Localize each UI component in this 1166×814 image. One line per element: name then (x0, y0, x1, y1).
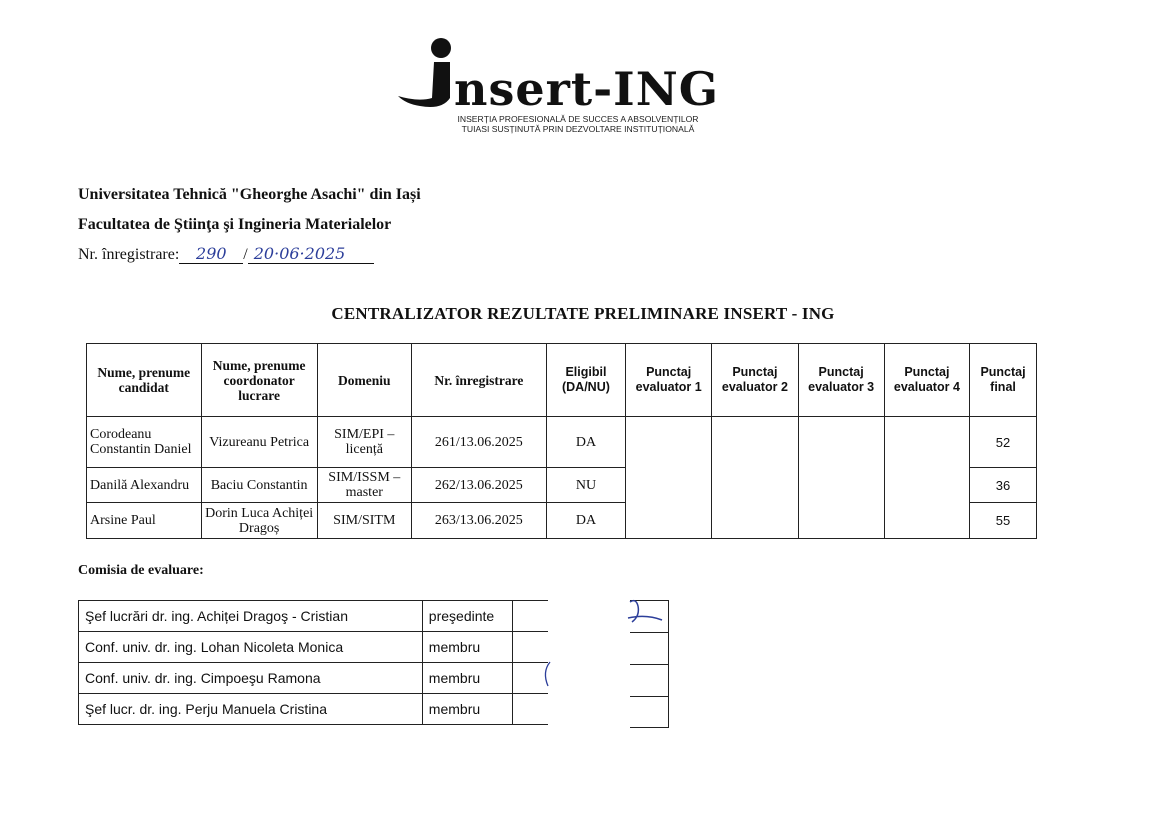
column-header: Punctaj evaluator 3 (798, 344, 884, 417)
domain-cell: SIM/EPI – licență (317, 417, 411, 468)
signature-slot (630, 665, 668, 697)
evaluator-4-cell (884, 468, 969, 503)
member-name: Conf. univ. dr. ing. Cimpoeşu Ramona (79, 663, 423, 694)
signature-mark-icon (540, 660, 554, 690)
evaluator-1-cell (626, 503, 712, 539)
registration-separator: / (243, 246, 248, 263)
member-role: preşedinte (422, 601, 512, 632)
evaluator-3-cell (798, 503, 884, 539)
evaluator-4-cell (884, 417, 969, 468)
commission-row (79, 601, 549, 632)
final-score-cell: 52 (970, 417, 1037, 468)
member-name: Şef lucr. dr. ing. Perju Manuela Cristina (79, 694, 423, 725)
commission-row (79, 694, 549, 725)
results-table (86, 343, 1037, 539)
final-score-cell: 36 (970, 468, 1037, 503)
registration-cell: 261/13.06.2025 (411, 417, 546, 468)
signature-slot (630, 633, 668, 665)
member-role: membru (422, 632, 512, 663)
candidate-cell: Danilă Alexandru (87, 468, 202, 503)
evaluator-2-cell (712, 503, 798, 539)
member-name: Şef lucrări dr. ing. Achiței Dragoş - Cristian (79, 601, 423, 632)
logo-wordmark: nsert-ING (454, 62, 720, 116)
logo-tagline-line-2: TUIASI SUSȚINUTĂ PRIN DEZVOLTARE INSTITUȚIONALĂ (461, 124, 695, 134)
coordinator-cell: Baciu Constantin (201, 468, 317, 503)
registration-label: Nr. înregistrare: (78, 246, 180, 263)
logo-tagline (398, 114, 758, 134)
member-role: membru (422, 663, 512, 694)
table-row (87, 417, 1037, 468)
eligible-cell: DA (546, 417, 625, 468)
document-title: CENTRALIZATOR REZULTATE PRELIMINARE INSERT - ING (331, 304, 835, 323)
column-header: Punctaj evaluator 1 (626, 344, 712, 417)
final-score-cell: 55 (970, 503, 1037, 539)
evaluator-2-cell (712, 417, 798, 468)
signature-cell (512, 694, 548, 725)
evaluator-3-cell (798, 417, 884, 468)
signature-cell (512, 601, 548, 632)
column-header: Punctaj final (970, 344, 1037, 417)
evaluator-1-cell (626, 417, 712, 468)
eligible-cell: DA (546, 503, 625, 539)
registration-cell: 263/13.06.2025 (411, 503, 546, 539)
coordinator-cell: Vizureanu Petrica (201, 417, 317, 468)
commission-row (79, 632, 549, 663)
evaluator-4-cell (884, 503, 969, 539)
column-header: Punctaj evaluator 2 (712, 344, 798, 417)
insert-ing-logo (398, 36, 758, 140)
evaluator-1-cell (626, 468, 712, 503)
table-row (87, 503, 1037, 539)
evaluator-2-cell (712, 468, 798, 503)
coordinator-cell: Dorin Luca Achiței Dragoș (201, 503, 317, 539)
university-name: Universitatea Tehnică "Gheorghe Asachi" din Iași (78, 186, 421, 203)
member-name: Conf. univ. dr. ing. Lohan Nicoleta Monica (79, 632, 423, 663)
column-header: Domeniu (317, 344, 411, 417)
column-header: Nr. înregistrare (411, 344, 546, 417)
column-header: Punctaj evaluator 4 (884, 344, 969, 417)
registration-line (78, 244, 374, 264)
registration-date: 20·06·2025 (248, 244, 374, 264)
domain-cell: SIM/SITM (317, 503, 411, 539)
faculty-name: Facultatea de Ştiinţa şi Ingineria Materialelor (78, 216, 392, 233)
column-header: Nume, prenume candidat (87, 344, 202, 417)
table-header-row (87, 344, 1037, 417)
column-header: Eligibil (DA/NU) (546, 344, 625, 417)
signature-slot (630, 697, 668, 728)
evaluator-3-cell (798, 468, 884, 503)
logo-tagline-line-1: INSERȚIA PROFESIONALĂ DE SUCCES A ABSOLVENȚILOR (457, 114, 699, 124)
commission-row (79, 663, 549, 694)
commission-label: Comisia de evaluare: (78, 563, 204, 578)
eligible-cell: NU (546, 468, 625, 503)
commission-table (78, 600, 548, 725)
domain-cell: SIM/ISSM – master (317, 468, 411, 503)
table-row (87, 468, 1037, 503)
registration-number: 290 (179, 244, 243, 264)
member-role: membru (422, 694, 512, 725)
candidate-cell: Arsine Paul (87, 503, 202, 539)
signature-cell (512, 632, 548, 663)
signature-scribble-icon (622, 596, 672, 632)
column-header: Nume, prenume coordonator lucrare (201, 344, 317, 417)
registration-cell: 262/13.06.2025 (411, 468, 546, 503)
candidate-cell: Corodeanu Constantin Daniel (87, 417, 202, 468)
